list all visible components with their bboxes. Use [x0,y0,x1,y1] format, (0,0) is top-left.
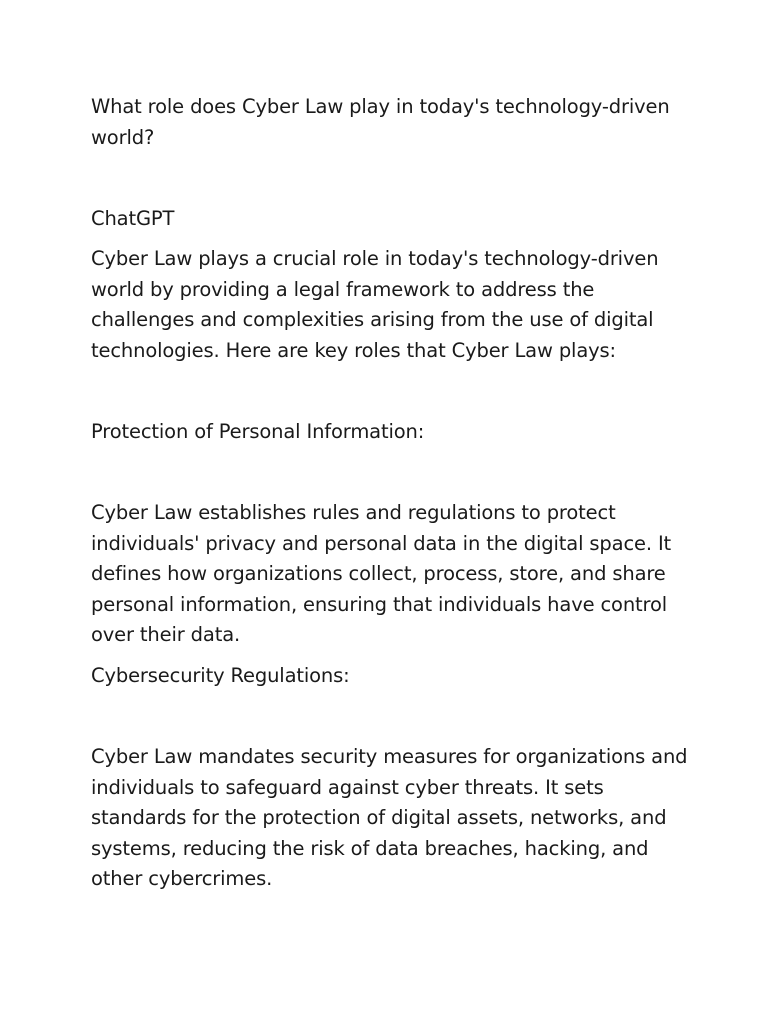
intro-paragraph: Cyber Law plays a crucial role in today's technology-driven world by providing a legal framework to address the challenges and complexities arising from the use of digital technologies. Here are key roles that Cyber Law plays: [91,247,659,362]
question-text: What role does Cyber Law play in today's technology-driven world? [91,95,670,149]
speaker-label: ChatGPT [91,207,175,230]
section-heading: Protection of Personal Information: [91,420,425,443]
section-paragraph: Cyber Law mandates security measures for organizations and individuals to safeguard against cyber threats. It sets standards for the protection of digital assets, networks, and systems, reducing the risk of data breaches, hacking, and other cybercrimes. [91,745,688,890]
section-heading: Cybersecurity Regulations: [91,664,350,687]
section-paragraph: Cyber Law establishes rules and regulations to protect individuals' privacy and personal data in the digital space. It defines how organizations collect, process, store, and share personal information, ensuring that individuals have control over their data. [91,501,672,646]
